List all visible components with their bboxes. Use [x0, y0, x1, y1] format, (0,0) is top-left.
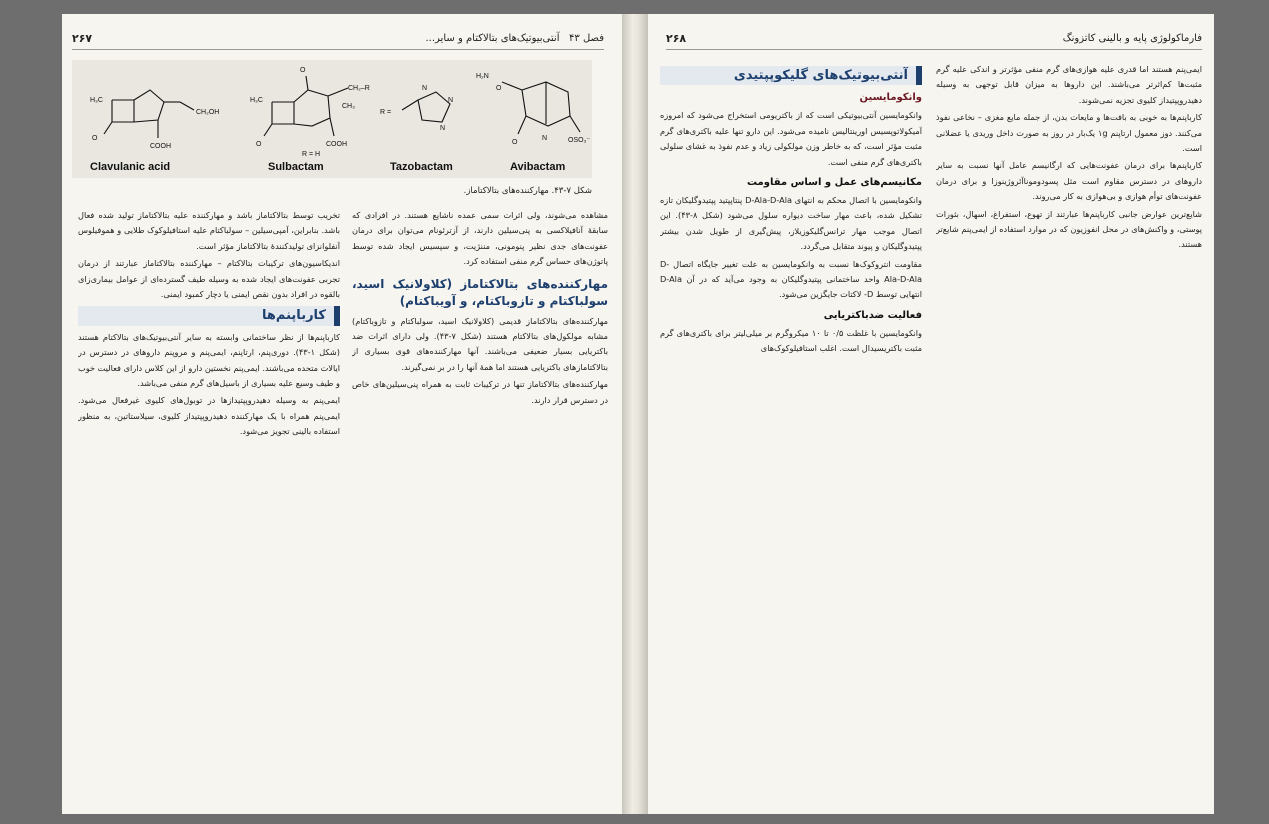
svg-text:N: N [542, 135, 548, 142]
paragraph: اندیکاسیون‌های ترکیبات بتالاکتام – مهارکننده بتالاکتاماز عبارتند از درمان تجربی عفونت‌های ایجاد شده به وسیله طیف گسترده‌ای از عوامل بیماری‌زای بالقوه در افراد بدون نقص ایمنی یا دچار کمبود ایمنی. [78, 258, 340, 300]
paragraph: مهارکننده‌های بتالاکتاماز قدیمی (کلاولانیک اسید، سولباکتام و تازوباکتام) مشابه مولکول‌های بتالاکتام هستند (شکل ۷-۴۳). ولی دارای اثرات ضد باکتریایی بسیار ضعیفی می‌باشند. آنها مهارکننده‌های قوی بسیاری از بتالاکتامازهای باکتریایی هستند اما همهٔ آنها را در بر نمی‌گیرند. [352, 315, 608, 372]
svg-text:O: O [256, 141, 262, 148]
page-number: ۲۶۸ [666, 32, 687, 45]
svg-text:OSO₃⁻: OSO₃⁻ [568, 137, 591, 144]
section-heading: مهارکننده‌های بتالاکتاماز (کلاولانیک اسید، سولباکتام و تازوباکتام، و آویباکتام) [352, 276, 608, 308]
svg-text:N: N [440, 125, 446, 132]
section-heading: آنتی‌بیوتیک‌های گلیکوپپتیدی [733, 68, 908, 83]
right-page-column-left [660, 62, 922, 804]
clavulanic-acid-structure [104, 90, 194, 138]
molecule-name: Clavulanic acid [90, 161, 171, 173]
left-page-column-left [78, 208, 340, 804]
subsection-heading: فعالیت ضدباکتریایی [823, 309, 922, 321]
section-heading: کارباپنم‌ها [262, 308, 326, 324]
tazobactam-r-label: R = [380, 109, 392, 116]
figure-caption: شکل ۷-۴۳. مهارکننده‌های بتالاکتاماز. [463, 186, 592, 196]
paragraph: وانکومایسین آنتی‌بیوتیکی است که از باکتریومی استخراج می‌شود که امروزه آمیکولاتوپسیس اورینتالیس نامیده می‌شود. این دارو تنها علیه باکتری‌های گرم مثبت مؤثر است، که به خاطر وزن مولکولی زیاد و عدم نفوذ به غشای سلولی باکتری‌های گرم منفی است. [660, 110, 922, 167]
svg-text:COOH: COOH [150, 143, 171, 150]
running-head [72, 28, 604, 50]
paragraph: وانکومایسین با غلظت ۰/۵ تا ۱۰ میکروگرم بر میلی‌لیتر برای باکتری‌های گرم مثبت باکتریسیدال است. اغلب استافیلوکوک‌های [660, 327, 922, 354]
svg-text:CH₃: CH₃ [342, 103, 355, 110]
svg-text:CH₂OH: CH₂OH [196, 109, 220, 116]
sulbactam-structure [264, 76, 348, 136]
sulbactam-r-group: R = H [302, 151, 321, 158]
paragraph: تخریب توسط بتالاکتاماز باشد و مهارکننده علیه بتالاکتاماز تولید شده فعال باشد. بنابراین، آمپی‌سیلین – سولباکتام علیه استافیلوکوک طلایی و هموفیلوس آنفلوانزای تولیدکنندهٔ بتالاکتاماز مؤثر است. [78, 210, 340, 251]
svg-text:COOH: COOH [326, 141, 347, 148]
section-heading-bar [78, 306, 340, 325]
svg-text:H₃C: H₃C [90, 97, 103, 104]
section-heading-bar [660, 66, 922, 85]
svg-text:CH₂–R: CH₂–R [348, 85, 370, 92]
book-title: فارماکولوژی پایه و بالینی کاتزونگ [1062, 33, 1202, 44]
svg-text:N: N [422, 85, 428, 92]
paragraph: مهارکننده‌های بتالاکتاماز تنها در ترکیبات ثابت به همراه پنی‌سیلین‌های خاص در دسترس قرار دارند. [352, 379, 608, 405]
beta-lactamase-inhibitors-figure [72, 60, 592, 178]
paragraph: مقاومت انتروکوک‌ها نسبت به وانکومایسین به علت تغییر جایگاه اتصال D-Ala-D-Ala واحد ساختمانی پپتیدوگلیکان به وجود می‌آید که در آن D-Ala انتهایی توسط D- لاکتات جایگزین می‌شود. [660, 258, 922, 300]
chapter-label: فصل ۴۳ [569, 33, 604, 44]
subsection-heading: وانکومایسین [859, 92, 922, 104]
subsection-heading: مکانیسم‌های عمل و اساس مقاومت [746, 177, 922, 189]
molecule-name: Tazobactam [390, 161, 453, 173]
avibactam-structure [502, 82, 580, 134]
paragraph: کارباپنم‌ها برای درمان عفونت‌هایی که ارگانیسم عامل آنها نسبت به سایر داروهای در دسترس مقاوم است مثل پسودوموناآئروژینوزا و برای درمان عفونت‌های توأم هوازی و بی‌هوازی به کار می‌روند. [936, 160, 1202, 202]
page-number: ۲۶۷ [72, 32, 93, 45]
svg-text:H₃C: H₃C [250, 97, 263, 104]
paragraph: وانکومایسین با اتصال محکم به انتهای D-Ala-D-Ala پنتاپپتید پپتیدوگلیکان تازه تشکیل شده، باعث مهار ساخت دیواره سلول می‌شود (شکل ۸-۴۳). این اتصال موجب مهار ترانس‌گلیکوزیلاز، پیش‌گیری از طویل شدن بیشتر پپتیدوگلیکان و پیوند متقابل می‌گردد. [660, 195, 922, 252]
paragraph: کارباپنم‌ها از نظر ساختمانی وابسته به سایر آنتی‌بیوتیک‌های بتالاکتام هستند (شکل ۱-۴۳). دوری‌پنم، ارتاپنم، ایمی‌پنم و مروپنم داروهای در دسترس در ایالات متحده می‌باشند. ایمی‌پنم نخستین دارو از این کلاس دارای فعالیت خوب و طیف وسیع علیه بسیاری از باسیل‌های گرم منفی می‌باشد. [78, 331, 340, 389]
running-head [666, 28, 1202, 50]
paragraph: ایمی‌پنم به وسیله دهیدروپپتیدازها در توبول‌های کلیوی غیرفعال می‌شود. ایمی‌پنم همراه با یک مهارکننده دهیدروپپتیداز کلیوی، سیلاستاتین، به منظور استفاده بالینی تجویز می‌شود. [78, 395, 340, 437]
chapter-name: آنتی‌بیوتیک‌های بتالاکتام و سایر... [425, 33, 560, 44]
tazobactam-r-structure [402, 92, 450, 122]
svg-text:O: O [92, 135, 98, 142]
book-gutter [622, 14, 648, 814]
page-268 [648, 14, 1214, 814]
page-267 [62, 14, 622, 814]
svg-text:O: O [512, 139, 518, 146]
structures-svg [72, 60, 592, 178]
left-page-column-right [352, 208, 608, 804]
svg-text:H₂N: H₂N [476, 73, 489, 80]
svg-text:O: O [300, 67, 306, 74]
molecule-name: Sulbactam [268, 161, 324, 173]
paragraph: ایمی‌پنم هستند اما قدری علیه هوازی‌های گرم منفی مؤثرتر و اندکی علیه گرم مثبت‌ها کم‌اثرتر می‌باشند. این داروها به میزان قابل توجهی به وسیله دهیدروپپتیداز کلیوی تجزیه نمی‌شوند. [936, 64, 1202, 105]
svg-text:N: N [448, 97, 454, 104]
molecule-name: Avibactam [510, 161, 566, 173]
svg-text:O: O [496, 85, 502, 92]
right-page-column-right [936, 62, 1202, 804]
paragraph: کارباپنم‌ها به خوبی به بافت‌ها و مایعات بدن، از جمله مایع مغزی – نخاعی نفوذ می‌کنند. دوز معمول ارتاپنم ۱g یک‌بار در روز به صورت داخل وریدی یا عضلانی است. [936, 112, 1202, 154]
chapter-title [426, 33, 605, 44]
paragraph: مشاهده می‌شوند، ولی اثرات سمی عمده ناشایع هستند. در افرادی که سابقهٔ آنافیلاکسی به پنی‌سیلین دارند، از آزترئونام می‌توان برای درمان عفونت‌های جدی نظیر پنومونی، مننژیت، و سپسیس ایجاد شده توسط پاتوژن‌های حساس گرم منفی استفاده کرد. [352, 210, 608, 267]
paragraph: شایع‌ترین عوارض جانبی کارباپنم‌ها عبارتند از تهوع، استفراغ، اسهال، بثورات پوستی، و واکنش‌های در محل انفوزیون که در موارد استفاده از ایمی‌پنم شایع‌تر هستند. [936, 208, 1202, 250]
